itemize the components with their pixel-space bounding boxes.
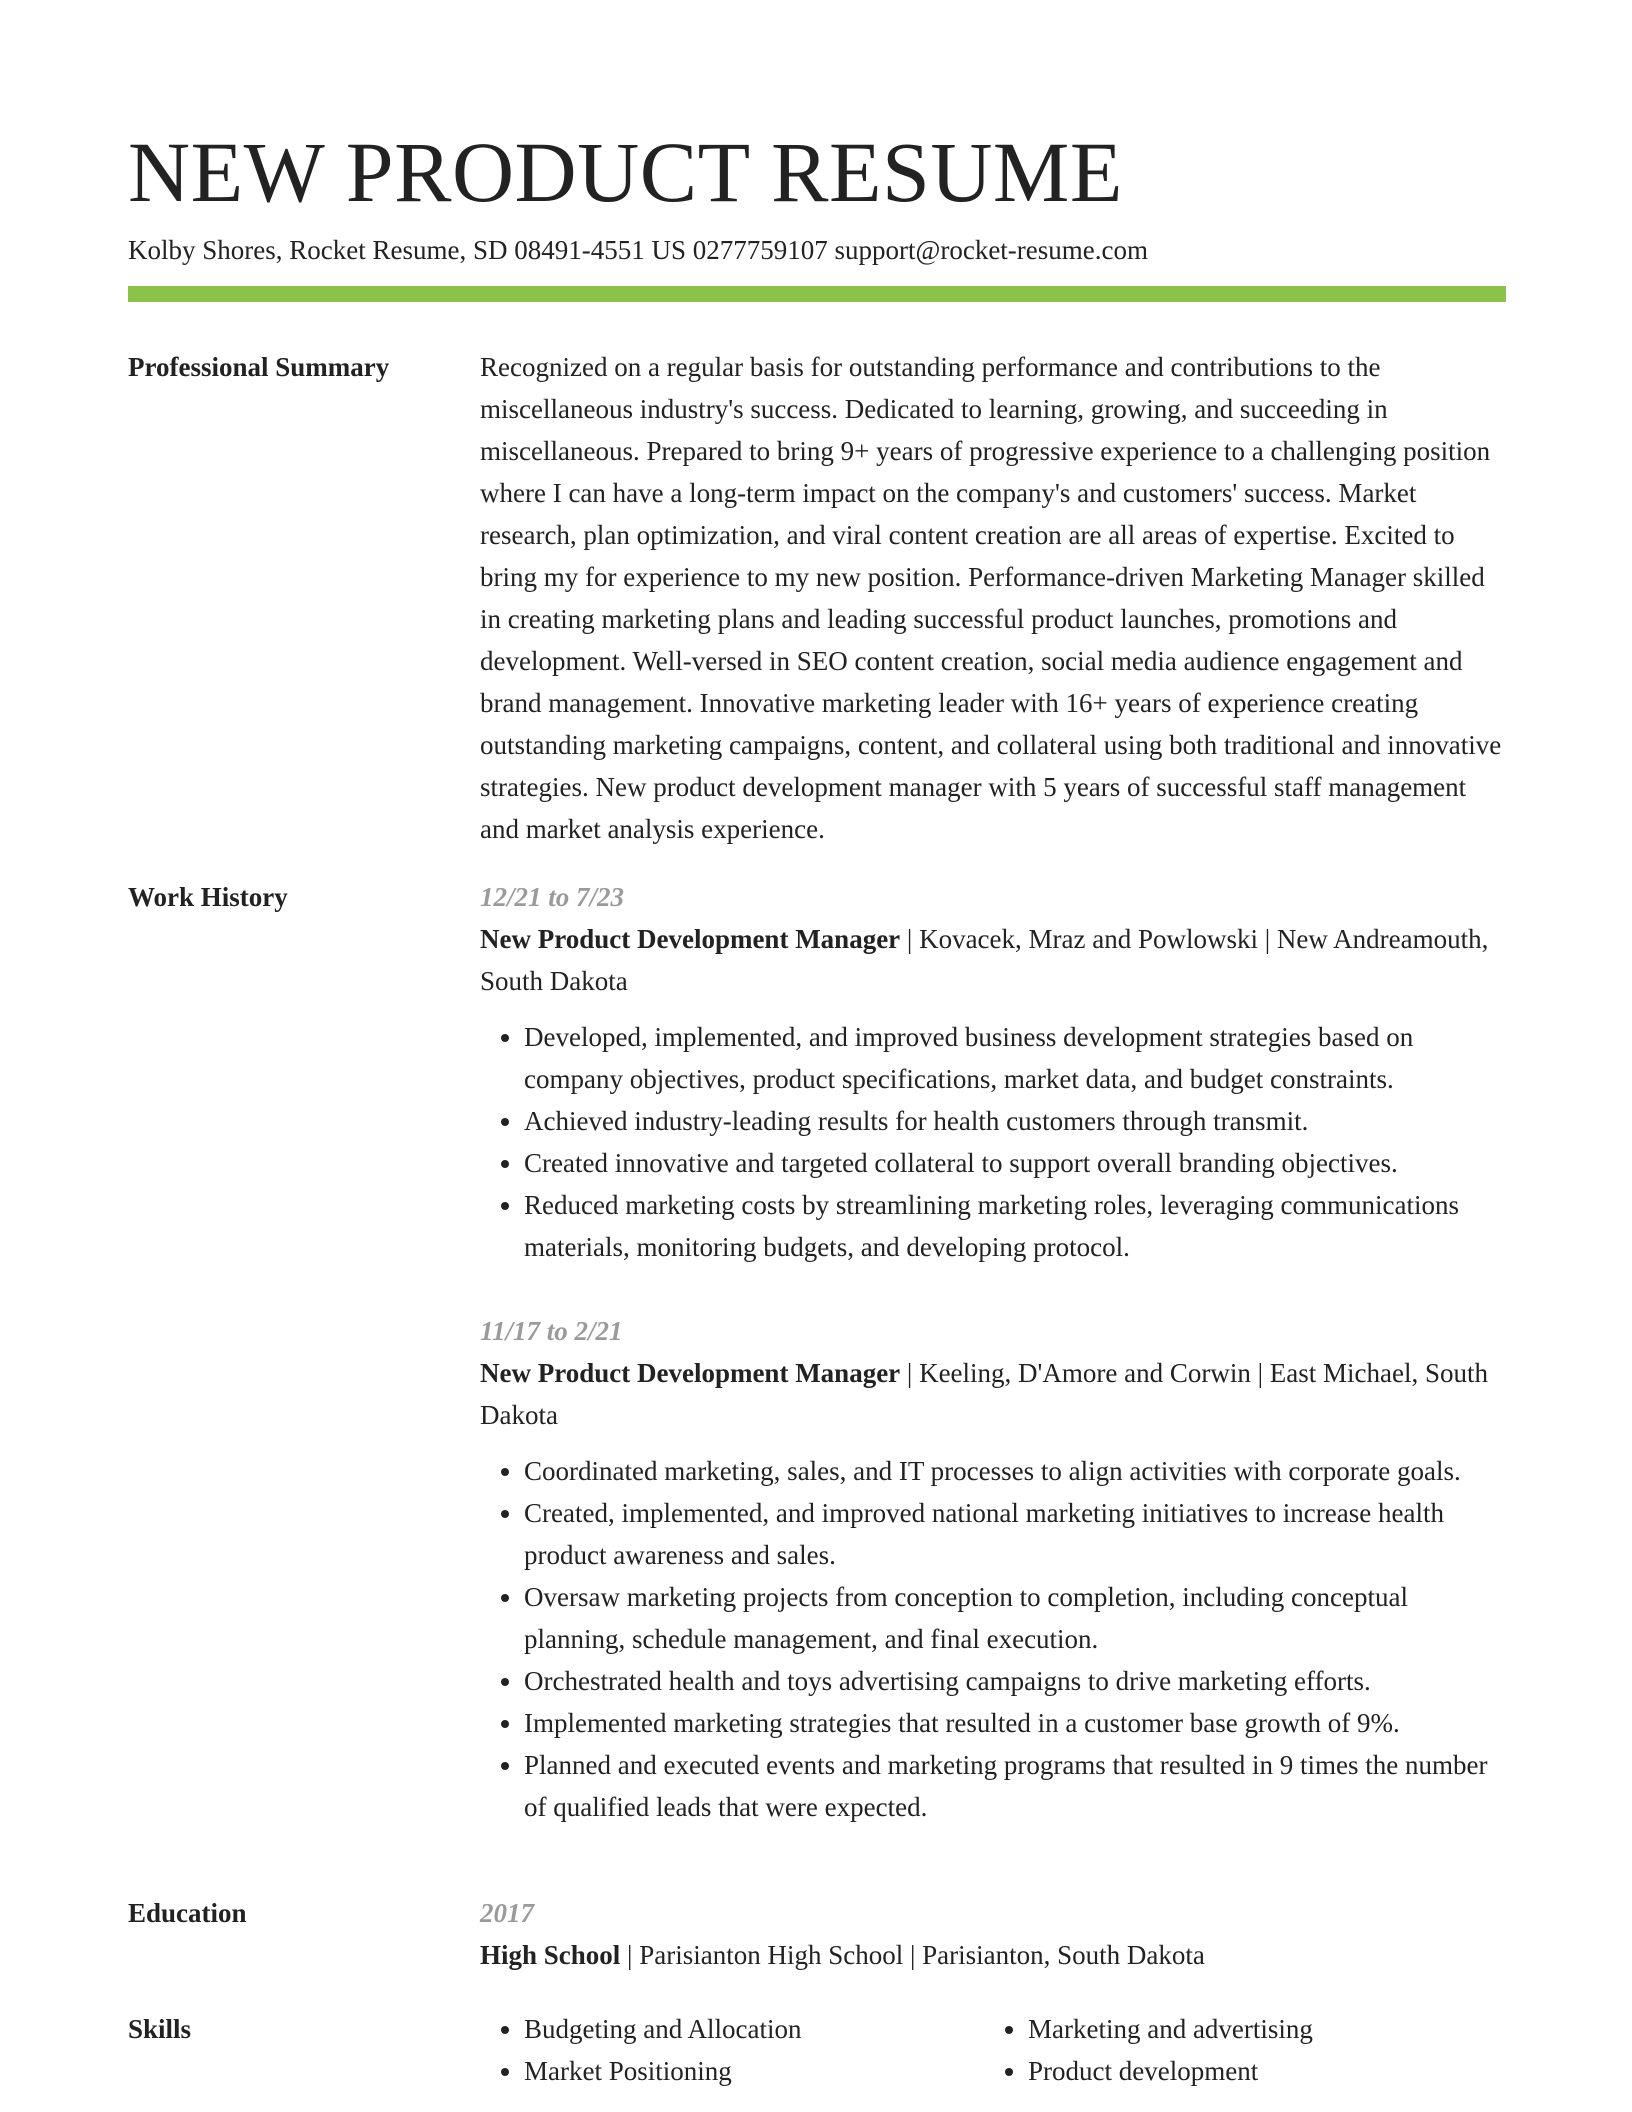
job-dates: 11/17 to 2/21 [480,1316,623,1346]
contact-line: Kolby Shores, Rocket Resume, SD 08491-4551 US 0277759107 support@rocket-resume.com [128,235,1149,265]
skills-body [480,2008,1506,2092]
job-heading [480,918,1506,1002]
summary-section [128,346,1506,850]
job-details: | Keeling, D'Amore and Corwin | East Michael, South Dakota [480,1358,1488,1430]
work-history-label: Work History [128,882,288,912]
job-title: New Product Development Manager [480,1358,901,1388]
job-entry [480,876,1506,1268]
job-bullet: • Developed, implemented, and improved business development strategies based on company objectives, product specifications, market data, and budget constraints. [524,1016,1506,1100]
accent-divider [128,286,1506,302]
job-bullets [480,1450,1506,1828]
skills-list [480,2008,984,2092]
skills-column [480,2008,984,2092]
skill-item: • Marketing and advertising [1028,2008,1488,2050]
skills-section [128,2008,1506,2092]
education-heading [480,1934,1506,1976]
summary-text: Recognized on a regular basis for outstanding performance and contributions to the miscellaneous industry's success. Dedicated to learning, growing, and succeeding in miscellaneous. Prepared to bring 9+ years of progressive experience to a challenging position where I can have a long-term impact on the company's and customers' success. Market research, plan optimization, and viral content creation are all areas of expertise. Excited to bring my for experience to my new position. Performance-driven Marketing Manager skilled in creating marketing plans and leading successful product launches, promotions and development. Well-versed in SEO content creation, social media audience engagement and brand management. Innovative marketing leader with 16+ years of experience creating outstanding marketing campaigns, content, and collateral using both traditional and innovative strategies. New product development manager with 5 years of successful staff management and market analysis experience. [480,352,1502,844]
skills-column [984,2008,1488,2092]
skill-item: • Market Positioning [524,2050,984,2092]
job-bullet: • Created innovative and targeted collateral to support overall branding objectives. [524,1142,1506,1184]
job-bullet: • Planned and executed events and marketing programs that resulted in 9 times the number of qualified leads that were expected. [524,1744,1506,1828]
resume-name: NEW PRODUCT RESUME [128,124,1123,220]
education-label: Education [128,1898,247,1928]
job-bullet: • Orchestrated health and toys advertising campaigns to drive marketing efforts. [524,1660,1506,1702]
job-title: New Product Development Manager [480,924,901,954]
job-bullet: • Reduced marketing costs by streamlining marketing roles, leveraging communications materials, monitoring budgets, and developing protocol. [524,1184,1506,1268]
education-section [128,1892,1506,1976]
education-degree: High School [480,1940,621,1970]
job-bullet: • Oversaw marketing projects from conception to completion, including conceptual planning, schedule management, and final execution. [524,1576,1506,1660]
skill-item: • Product development [1028,2050,1488,2092]
skill-item: • Budgeting and Allocation [524,2008,984,2050]
skills-list [984,2008,1488,2092]
education-body [480,1892,1506,1976]
resume-header [128,120,1506,268]
summary-label: Professional Summary [128,352,390,382]
work-history-section [128,876,1506,1828]
summary-body [480,346,1506,850]
job-bullet: • Created, implemented, and improved national marketing initiatives to increase health product awareness and sales. [524,1492,1506,1576]
job-bullet: • Coordinated marketing, sales, and IT processes to align activities with corporate goals. [524,1450,1506,1492]
job-heading [480,1352,1506,1436]
job-bullet: • Achieved industry-leading results for health customers through transmit. [524,1100,1506,1142]
skills-grid [480,2008,1506,2092]
job-bullet: • Implemented marketing strategies that resulted in a customer base growth of 9%. [524,1702,1506,1744]
job-entry [480,1310,1506,1828]
job-dates: 12/21 to 7/23 [480,882,625,912]
skills-label: Skills [128,2014,192,2044]
education-year: 2017 [480,1898,534,1928]
job-details: | Kovacek, Mraz and Powlowski | New Andreamouth, South Dakota [480,924,1489,996]
job-bullets [480,1016,1506,1268]
education-details: | Parisianton High School | Parisianton, South Dakota [620,1940,1205,1970]
work-history-body [480,876,1506,1828]
